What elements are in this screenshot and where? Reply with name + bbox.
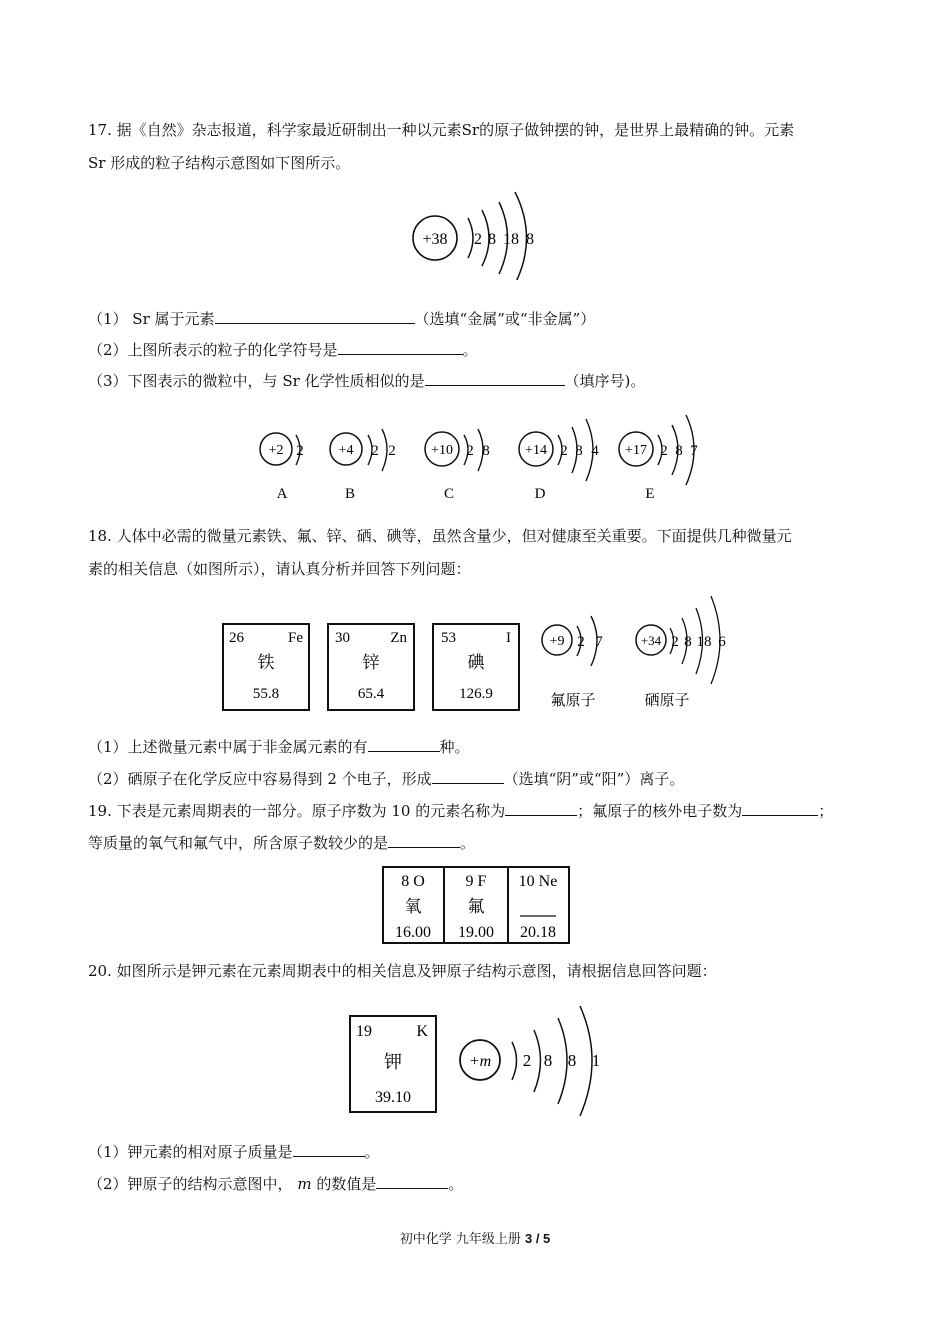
- svg-text:1: 1: [591, 1051, 601, 1070]
- element-card-zn: [328, 624, 414, 710]
- cell-neon: [519, 873, 558, 941]
- page-footer: [0, 1228, 950, 1247]
- svg-text:126.9: 126.9: [459, 686, 493, 702]
- fluorine-atom-diagram: [542, 616, 603, 709]
- svg-text:2: 2: [388, 443, 396, 459]
- svg-text:2: 2: [296, 443, 304, 459]
- svg-text:2: 2: [466, 443, 474, 459]
- q20-potassium-figure: [340, 1000, 620, 1120]
- q18-answer-blank-1[interactable]: [368, 737, 440, 752]
- option-e[interactable]: [619, 415, 698, 502]
- svg-text:2: 2: [660, 443, 668, 459]
- q17-answer-blank-3[interactable]: [425, 371, 565, 386]
- svg-text:氧: 氧: [404, 897, 422, 916]
- svg-text:铁: 铁: [257, 653, 275, 672]
- q19-answer-blank-3[interactable]: [388, 833, 460, 848]
- svg-text:18: 18: [696, 634, 712, 650]
- q17-part3: （3）下图表示的微粒中，与 Sr 化学性质相似的是 （填序号)。: [88, 372, 646, 390]
- svg-text:16.00: 16.00: [395, 924, 431, 941]
- potassium-atom-diagram: [460, 1006, 600, 1116]
- svg-text:9 F: 9 F: [465, 873, 487, 890]
- svg-text:6: 6: [718, 634, 726, 650]
- svg-text:+34: +34: [640, 633, 662, 648]
- q17-answer-blank-1[interactable]: [215, 309, 415, 324]
- option-d[interactable]: [519, 419, 599, 502]
- svg-text:I: I: [506, 630, 511, 646]
- sr-shell-4: 8: [526, 231, 534, 248]
- footer-title: 初中化学 九年级上册: [399, 1232, 525, 1247]
- svg-text:碘: 碘: [467, 653, 485, 672]
- q20-intro: 20. 如图所示是钾元素在元素周期表中的相关信息及钾原子结构示意图，请根据信息回答问题：: [88, 962, 717, 980]
- svg-text:19.00: 19.00: [458, 924, 494, 941]
- potassium-nucleus-charge: +m: [468, 1053, 492, 1070]
- option-a[interactable]: [260, 433, 304, 502]
- element-card-k: [350, 1016, 436, 1112]
- svg-text:10 Ne: 10 Ne: [518, 873, 558, 890]
- svg-text:+17: +17: [625, 443, 647, 458]
- svg-text:8: 8: [482, 443, 490, 459]
- sr-shell-3: 18: [503, 231, 519, 248]
- svg-text:8: 8: [567, 1051, 577, 1070]
- sr-shell-2: 8: [488, 231, 496, 248]
- svg-text:+2: +2: [268, 443, 284, 458]
- svg-text:7: 7: [690, 443, 698, 459]
- selenium-atom-caption: 硒原子: [644, 693, 690, 709]
- q18-part2: （2）硒原子在化学反应中容易得到 2 个电子，形成 （选填“阴”或“阳”）离子。: [88, 770, 685, 788]
- svg-text:锌: 锌: [362, 653, 380, 672]
- svg-text:8: 8: [543, 1051, 553, 1070]
- sr-nucleus-charge: +38: [422, 231, 448, 248]
- svg-text:2: 2: [371, 443, 379, 459]
- svg-text:39.10: 39.10: [375, 1089, 411, 1106]
- q19-answer-blank-2[interactable]: [742, 801, 818, 816]
- q20-part1: （1）钾元素的相对原子质量是 。: [88, 1143, 380, 1161]
- sr-structure-diagram: [400, 180, 550, 280]
- svg-text:26: 26: [229, 630, 244, 646]
- svg-text:7: 7: [595, 634, 603, 650]
- q19-periodic-table-fragment: [380, 864, 575, 948]
- q18-intro-line2: 素的相关信息（如图所示），请认真分析并回答下列问题：: [88, 560, 471, 578]
- svg-text:55.8: 55.8: [252, 686, 280, 702]
- svg-text:4: 4: [591, 443, 599, 459]
- option-b[interactable]: [330, 429, 396, 502]
- q20-answer-blank-1[interactable]: [293, 1142, 365, 1157]
- fluorine-atom-caption: 氟原子: [550, 693, 596, 709]
- svg-text:Fe: Fe: [288, 630, 303, 646]
- svg-text:+10: +10: [431, 443, 453, 458]
- option-c-label: C: [443, 486, 455, 502]
- svg-text:+14: +14: [525, 443, 547, 458]
- element-card-fe: [223, 624, 309, 710]
- svg-text:+4: +4: [338, 443, 354, 458]
- q17-options-diagram: [250, 405, 710, 505]
- q19-line2: 等质量的氧气和氟气中，所含原子数较少的是 。: [88, 834, 476, 852]
- q18-element-figure: [215, 590, 735, 720]
- svg-text:65.4: 65.4: [357, 686, 385, 702]
- q19-line1: 19. 下表是元素周期表的一部分。原子序数为 10 的元素名称为 ；氟原子的核外电子数为 ；: [88, 802, 834, 820]
- q20-answer-blank-2[interactable]: [376, 1174, 448, 1189]
- svg-text:53: 53: [441, 630, 456, 646]
- q20-part2: （2）钾原子的结构示意图中， m 的数值是 。: [88, 1175, 464, 1193]
- option-c[interactable]: [425, 429, 490, 502]
- sr-shell-1: 2: [474, 231, 482, 248]
- q18-part1: （1）上述微量元素中属于非金属元素的有 种。: [88, 738, 470, 756]
- svg-text:Zn: Zn: [390, 630, 407, 646]
- svg-text:8: 8: [684, 634, 692, 650]
- svg-text:2: 2: [522, 1051, 532, 1070]
- svg-text:钾: 钾: [384, 1052, 402, 1072]
- q19-answer-blank-1[interactable]: [505, 801, 577, 816]
- svg-text:20.18: 20.18: [520, 924, 556, 941]
- svg-text:K: K: [416, 1023, 428, 1040]
- q17-answer-blank-2[interactable]: [338, 340, 463, 355]
- element-card-i: [433, 624, 519, 710]
- svg-text:19: 19: [356, 1023, 372, 1040]
- q17-part2: （2）上图所表示的粒子的化学符号是 。: [88, 341, 478, 359]
- svg-text:氟: 氟: [467, 897, 485, 916]
- cell-fluorine: [458, 873, 494, 941]
- q17-intro-line2: Sr 形成的粒子结构示意图如下图所示。: [88, 154, 351, 172]
- svg-text:2: 2: [671, 634, 679, 650]
- cell-oxygen: [395, 873, 431, 941]
- q18-answer-blank-2[interactable]: [432, 769, 504, 784]
- svg-text:8: 8: [575, 443, 583, 459]
- svg-text:2: 2: [560, 443, 568, 459]
- page-number: 3 / 5: [524, 1231, 551, 1246]
- option-e-label: E: [645, 486, 655, 502]
- selenium-atom-diagram: [636, 596, 726, 709]
- svg-text:8: 8: [675, 443, 683, 459]
- option-b-label: B: [344, 486, 356, 502]
- q17-part1: （1） Sr 属于元素 （选填“金属”或“非金属”）: [88, 310, 596, 328]
- svg-text:8 O: 8 O: [401, 873, 425, 890]
- option-d-label: D: [534, 486, 546, 502]
- option-a-label: A: [276, 486, 288, 502]
- svg-text:+9: +9: [549, 634, 565, 649]
- q17-intro-line1: 17. 据《自然》杂志报道，科学家最近研制出一种以元素Sr的原子做钟摆的钟，是世界上最精确的钟。元素: [88, 121, 795, 139]
- q18-intro-line1: 18. 人体中必需的微量元素铁、氟、锌、硒、碘等，虽然含量少，但对健康至关重要。下面提供几种微量元: [88, 527, 792, 545]
- svg-text:30: 30: [335, 630, 350, 646]
- svg-text:2: 2: [577, 634, 585, 650]
